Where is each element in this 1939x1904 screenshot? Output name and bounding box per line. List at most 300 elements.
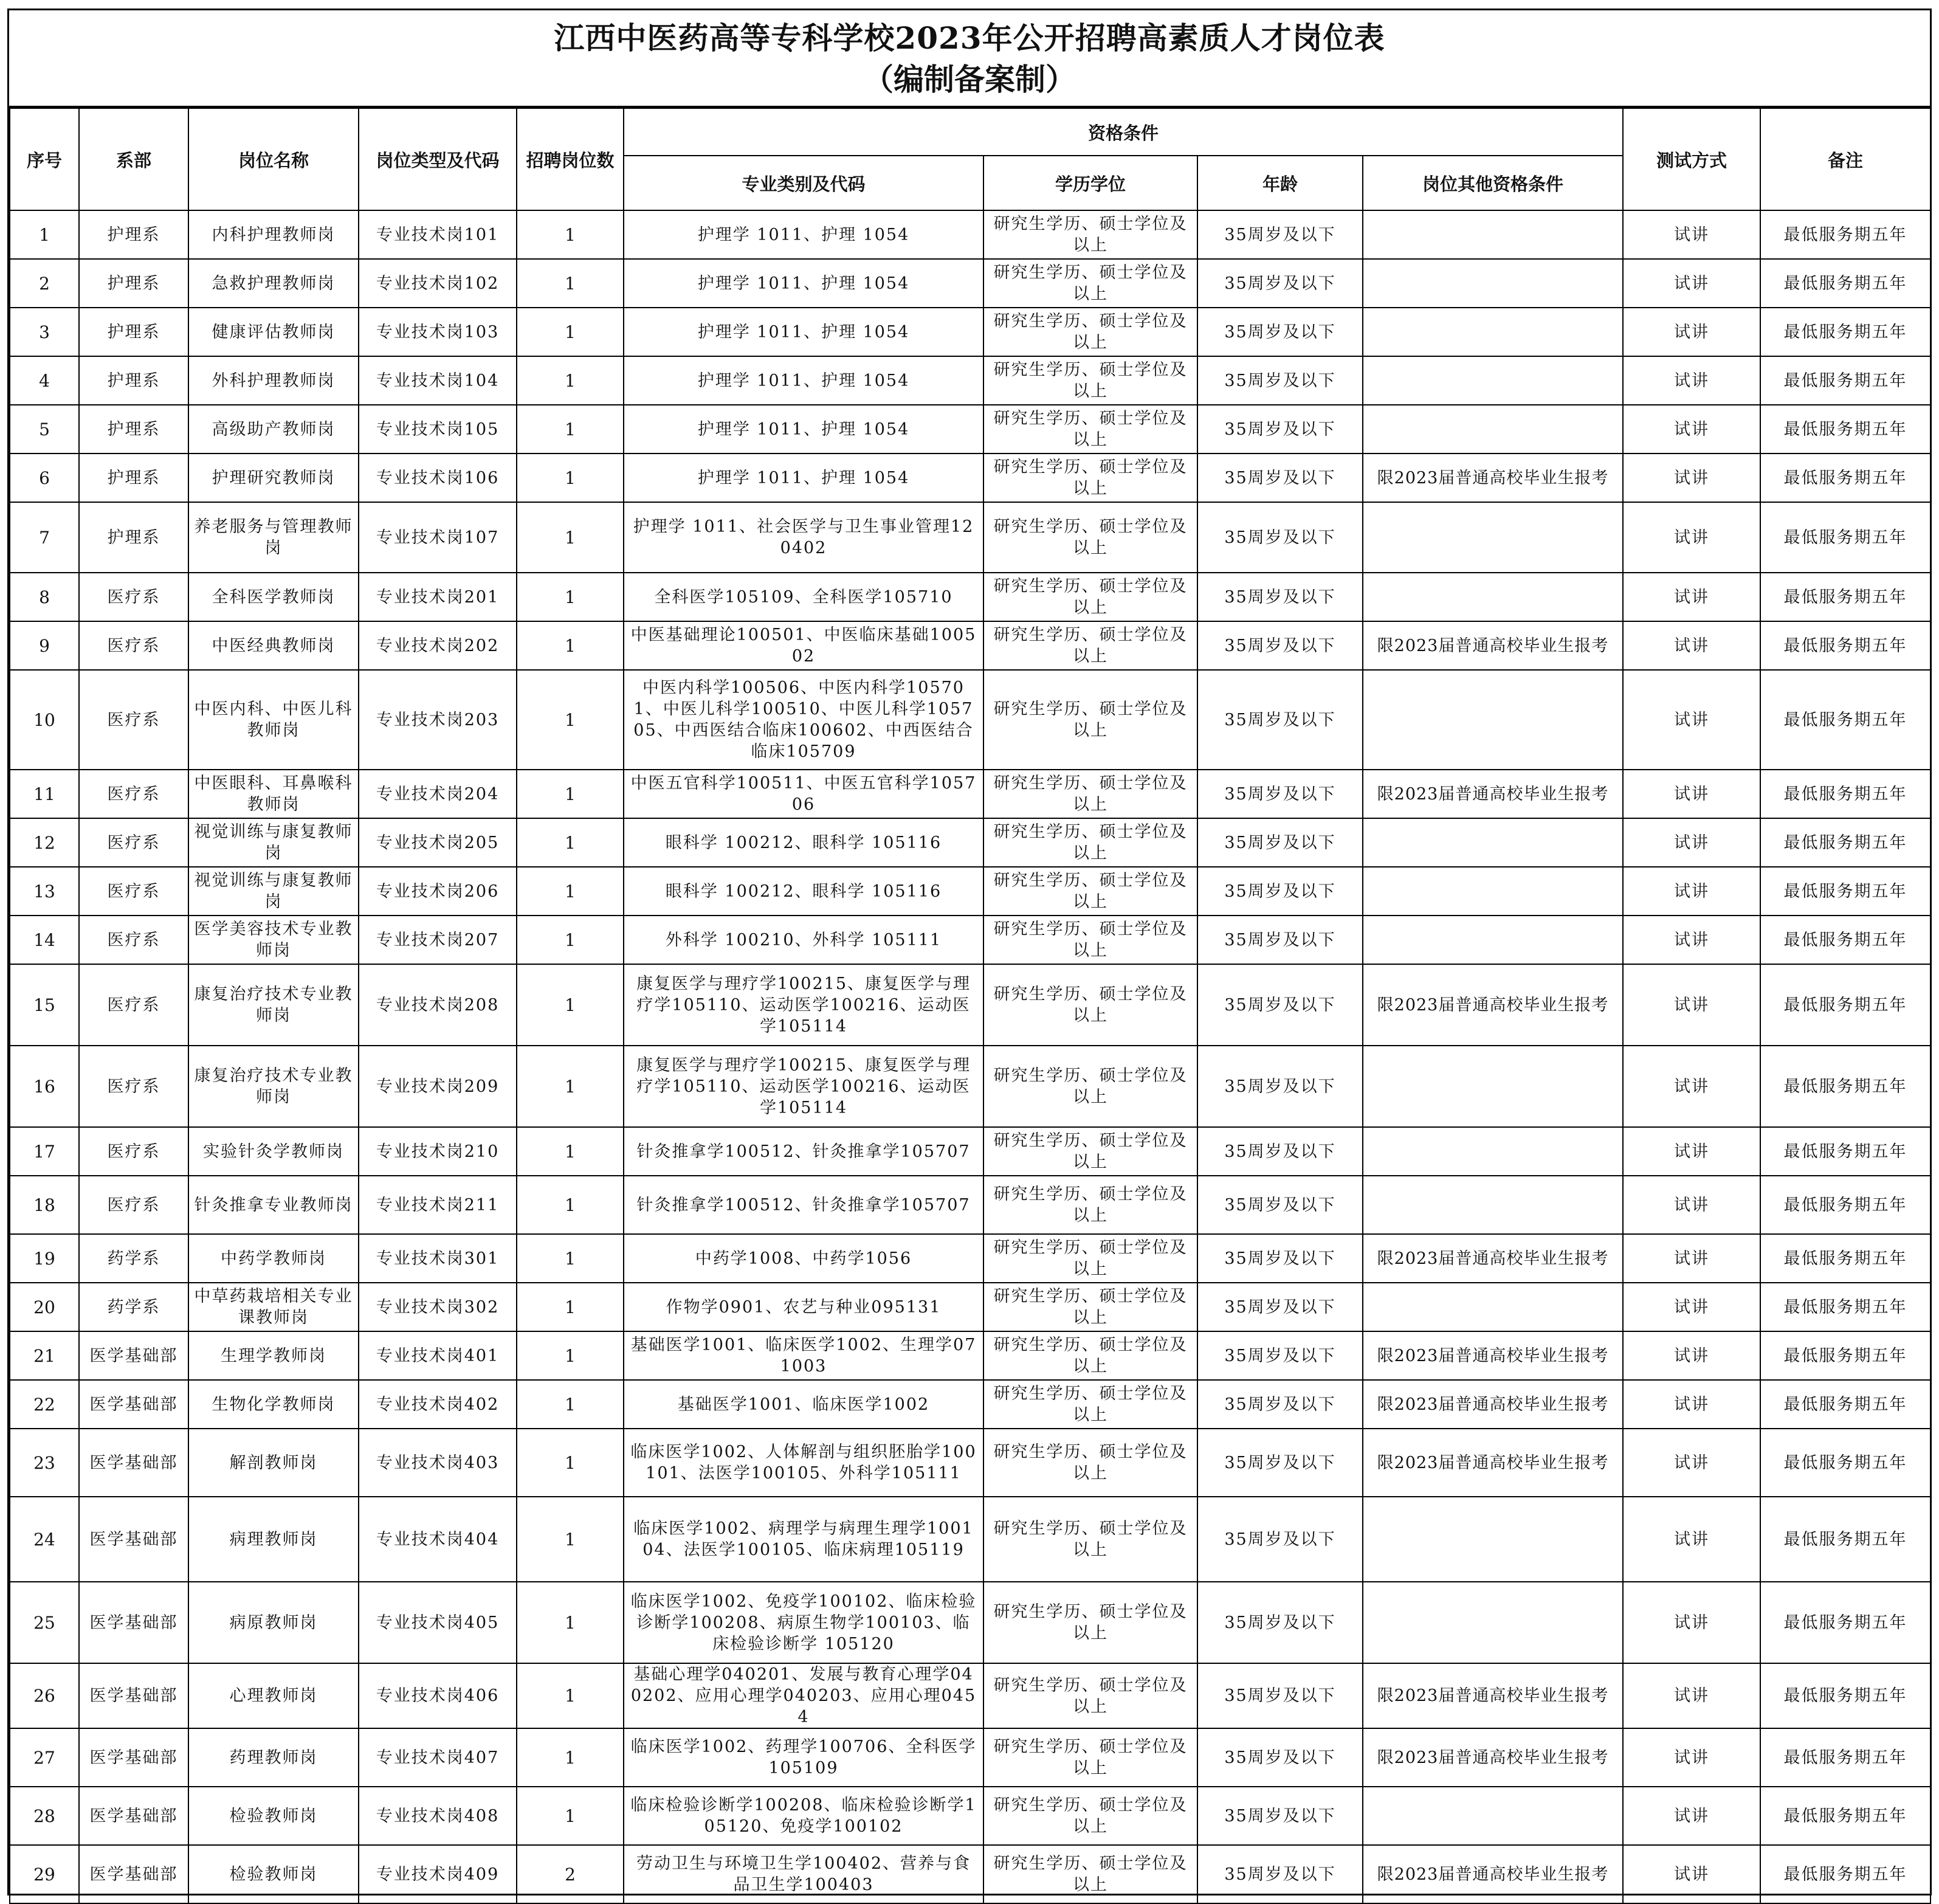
cell-post-type: 专业技术岗105 xyxy=(359,405,517,454)
cell-count: 1 xyxy=(517,916,624,964)
cell-count: 1 xyxy=(517,670,624,770)
cell-remark: 最低服务期五年 xyxy=(1760,1845,1930,1903)
cell-age: 35周岁及以下 xyxy=(1197,1845,1363,1903)
cell-seq: 18 xyxy=(10,1176,79,1234)
cell-seq: 7 xyxy=(10,502,79,573)
cell-post-name: 医学美容技术专业教师岗 xyxy=(188,916,359,964)
cell-other xyxy=(1363,1283,1623,1331)
table-row xyxy=(10,1046,1930,1127)
cell-seq: 24 xyxy=(10,1497,79,1582)
cell-test: 试讲 xyxy=(1623,916,1760,964)
header-post-name: 岗位名称 xyxy=(188,108,359,210)
cell-seq: 6 xyxy=(10,454,79,502)
cell-age: 35周岁及以下 xyxy=(1197,502,1363,573)
cell-age: 35周岁及以下 xyxy=(1197,356,1363,405)
cell-dept: 医疗系 xyxy=(79,770,188,818)
table-row xyxy=(10,1582,1930,1663)
cell-seq: 10 xyxy=(10,670,79,770)
cell-age: 35周岁及以下 xyxy=(1197,670,1363,770)
cell-test: 试讲 xyxy=(1623,1283,1760,1331)
header-degree: 学历学位 xyxy=(983,156,1197,210)
header-post-type: 岗位类型及代码 xyxy=(359,108,517,210)
cell-other xyxy=(1363,1787,1623,1845)
cell-other xyxy=(1363,1046,1623,1127)
cell-age: 35周岁及以下 xyxy=(1197,1234,1363,1283)
cell-degree: 研究生学历、硕士学位及以上 xyxy=(983,573,1197,621)
cell-post-name: 药理教师岗 xyxy=(188,1728,359,1787)
cell-test: 试讲 xyxy=(1623,1234,1760,1283)
cell-post-type: 专业技术岗104 xyxy=(359,356,517,405)
header-test: 测试方式 xyxy=(1623,108,1760,210)
cell-remark: 最低服务期五年 xyxy=(1760,1127,1930,1176)
cell-other: 限2023届普通高校毕业生报考 xyxy=(1363,1331,1623,1380)
cell-dept: 药学系 xyxy=(79,1283,188,1331)
cell-test: 试讲 xyxy=(1623,1582,1760,1663)
cell-age: 35周岁及以下 xyxy=(1197,867,1363,916)
table-row xyxy=(10,405,1930,454)
cell-dept: 医疗系 xyxy=(79,867,188,916)
cell-post-type: 专业技术岗202 xyxy=(359,621,517,670)
cell-post-type: 专业技术岗207 xyxy=(359,916,517,964)
cell-degree: 研究生学历、硕士学位及以上 xyxy=(983,1728,1197,1787)
table-row xyxy=(10,356,1930,405)
cell-other: 限2023届普通高校毕业生报考 xyxy=(1363,770,1623,818)
cell-count: 1 xyxy=(517,770,624,818)
cell-major: 全科医学105109、全科医学105710 xyxy=(624,573,983,621)
cell-age: 35周岁及以下 xyxy=(1197,1728,1363,1787)
cell-age: 35周岁及以下 xyxy=(1197,1176,1363,1234)
cell-seq: 15 xyxy=(10,964,79,1046)
cell-post-type: 专业技术岗101 xyxy=(359,210,517,259)
cell-post-name: 内科护理教师岗 xyxy=(188,210,359,259)
cell-count: 1 xyxy=(517,210,624,259)
cell-age: 35周岁及以下 xyxy=(1197,818,1363,867)
cell-major: 基础医学1001、临床医学1002 xyxy=(624,1380,983,1429)
cell-degree: 研究生学历、硕士学位及以上 xyxy=(983,964,1197,1046)
cell-seq: 2 xyxy=(10,259,79,308)
cell-seq: 21 xyxy=(10,1331,79,1380)
cell-post-type: 专业技术岗408 xyxy=(359,1787,517,1845)
cell-post-type: 专业技术岗206 xyxy=(359,867,517,916)
cell-remark: 最低服务期五年 xyxy=(1760,621,1930,670)
header-age: 年龄 xyxy=(1197,156,1363,210)
cell-test: 试讲 xyxy=(1623,502,1760,573)
cell-count: 1 xyxy=(517,1046,624,1127)
cell-seq: 28 xyxy=(10,1787,79,1845)
cell-major: 护理学 1011、护理 1054 xyxy=(624,259,983,308)
cell-dept: 医疗系 xyxy=(79,1176,188,1234)
cell-post-type: 专业技术岗407 xyxy=(359,1728,517,1787)
cell-test: 试讲 xyxy=(1623,670,1760,770)
cell-test: 试讲 xyxy=(1623,1429,1760,1497)
cell-major: 作物学0901、农艺与种业095131 xyxy=(624,1283,983,1331)
table-row xyxy=(10,210,1930,259)
cell-count: 1 xyxy=(517,1582,624,1663)
cell-post-name: 生理学教师岗 xyxy=(188,1331,359,1380)
cell-post-name: 健康评估教师岗 xyxy=(188,308,359,356)
cell-remark: 最低服务期五年 xyxy=(1760,308,1930,356)
cell-remark: 最低服务期五年 xyxy=(1760,964,1930,1046)
cell-dept: 医疗系 xyxy=(79,818,188,867)
cell-count: 1 xyxy=(517,1127,624,1176)
cell-degree: 研究生学历、硕士学位及以上 xyxy=(983,1497,1197,1582)
cell-post-type: 专业技术岗208 xyxy=(359,964,517,1046)
table-row xyxy=(10,308,1930,356)
cell-test: 试讲 xyxy=(1623,1497,1760,1582)
cell-test: 试讲 xyxy=(1623,356,1760,405)
cell-post-type: 专业技术岗403 xyxy=(359,1429,517,1497)
cell-post-name: 养老服务与管理教师岗 xyxy=(188,502,359,573)
cell-count: 1 xyxy=(517,356,624,405)
cell-remark: 最低服务期五年 xyxy=(1760,916,1930,964)
cell-remark: 最低服务期五年 xyxy=(1760,502,1930,573)
cell-degree: 研究生学历、硕士学位及以上 xyxy=(983,621,1197,670)
cell-major: 针灸推拿学100512、针灸推拿学105707 xyxy=(624,1127,983,1176)
cell-major: 劳动卫生与环境卫生学100402、营养与食品卫生学100403 xyxy=(624,1845,983,1903)
cell-post-name: 中医眼科、耳鼻喉科教师岗 xyxy=(188,770,359,818)
cell-other xyxy=(1363,1127,1623,1176)
cell-count: 1 xyxy=(517,259,624,308)
cell-dept: 医疗系 xyxy=(79,964,188,1046)
cell-test: 试讲 xyxy=(1623,770,1760,818)
cell-major: 临床医学1002、人体解剖与组织胚胎学100101、法医学100105、外科学105111 xyxy=(624,1429,983,1497)
cell-dept: 护理系 xyxy=(79,454,188,502)
cell-test: 试讲 xyxy=(1623,259,1760,308)
cell-age: 35周岁及以下 xyxy=(1197,1046,1363,1127)
cell-other xyxy=(1363,1176,1623,1234)
table-row xyxy=(10,867,1930,916)
cell-major: 中药学1008、中药学1056 xyxy=(624,1234,983,1283)
cell-post-type: 专业技术岗301 xyxy=(359,1234,517,1283)
cell-other xyxy=(1363,818,1623,867)
cell-count: 2 xyxy=(517,1845,624,1903)
cell-post-type: 专业技术岗405 xyxy=(359,1582,517,1663)
cell-degree: 研究生学历、硕士学位及以上 xyxy=(983,454,1197,502)
cell-dept: 护理系 xyxy=(79,502,188,573)
table-row xyxy=(10,1380,1930,1429)
cell-post-type: 专业技术岗205 xyxy=(359,818,517,867)
cell-test: 试讲 xyxy=(1623,1663,1760,1728)
cell-degree: 研究生学历、硕士学位及以上 xyxy=(983,502,1197,573)
cell-count: 1 xyxy=(517,308,624,356)
cell-degree: 研究生学历、硕士学位及以上 xyxy=(983,1380,1197,1429)
cell-dept: 医学基础部 xyxy=(79,1331,188,1380)
recruitment-sheet xyxy=(7,9,1932,1895)
cell-major: 外科学 100210、外科学 105111 xyxy=(624,916,983,964)
cell-dept: 医疗系 xyxy=(79,573,188,621)
cell-seq: 20 xyxy=(10,1283,79,1331)
cell-remark: 最低服务期五年 xyxy=(1760,867,1930,916)
cell-test: 试讲 xyxy=(1623,454,1760,502)
cell-count: 1 xyxy=(517,1497,624,1582)
cell-degree: 研究生学历、硕士学位及以上 xyxy=(983,1845,1197,1903)
cell-post-name: 视觉训练与康复教师岗 xyxy=(188,818,359,867)
cell-degree: 研究生学历、硕士学位及以上 xyxy=(983,818,1197,867)
cell-count: 1 xyxy=(517,1728,624,1787)
cell-seq: 25 xyxy=(10,1582,79,1663)
header-other: 岗位其他资格条件 xyxy=(1363,156,1623,210)
table-row xyxy=(10,573,1930,621)
cell-post-type: 专业技术岗210 xyxy=(359,1127,517,1176)
cell-remark: 最低服务期五年 xyxy=(1760,1728,1930,1787)
cell-other: 限2023届普通高校毕业生报考 xyxy=(1363,1234,1623,1283)
cell-post-name: 检验教师岗 xyxy=(188,1787,359,1845)
cell-dept: 医疗系 xyxy=(79,1046,188,1127)
cell-seq: 3 xyxy=(10,308,79,356)
cell-major: 中医五官科学100511、中医五官科学105706 xyxy=(624,770,983,818)
table-row xyxy=(10,1845,1930,1903)
table-row xyxy=(10,916,1930,964)
cell-seq: 16 xyxy=(10,1046,79,1127)
cell-seq: 17 xyxy=(10,1127,79,1176)
cell-seq: 8 xyxy=(10,573,79,621)
cell-other: 限2023届普通高校毕业生报考 xyxy=(1363,1380,1623,1429)
cell-major: 中医内科学100506、中医内科学105701、中医儿科学100510、中医儿科学105705、中西医结合临床100602、中西医结合临床105709 xyxy=(624,670,983,770)
cell-seq: 22 xyxy=(10,1380,79,1429)
cell-test: 试讲 xyxy=(1623,1127,1760,1176)
cell-post-type: 专业技术岗203 xyxy=(359,670,517,770)
cell-other xyxy=(1363,210,1623,259)
cell-count: 1 xyxy=(517,1331,624,1380)
cell-post-name: 针灸推拿专业教师岗 xyxy=(188,1176,359,1234)
cell-degree: 研究生学历、硕士学位及以上 xyxy=(983,405,1197,454)
cell-remark: 最低服务期五年 xyxy=(1760,818,1930,867)
cell-other: 限2023届普通高校毕业生报考 xyxy=(1363,454,1623,502)
cell-dept: 护理系 xyxy=(79,308,188,356)
cell-age: 35周岁及以下 xyxy=(1197,454,1363,502)
cell-remark: 最低服务期五年 xyxy=(1760,1429,1930,1497)
cell-remark: 最低服务期五年 xyxy=(1760,1046,1930,1127)
cell-test: 试讲 xyxy=(1623,405,1760,454)
cell-dept: 药学系 xyxy=(79,1234,188,1283)
cell-seq: 29 xyxy=(10,1845,79,1903)
cell-dept: 医学基础部 xyxy=(79,1845,188,1903)
cell-count: 1 xyxy=(517,964,624,1046)
cell-remark: 最低服务期五年 xyxy=(1760,1582,1930,1663)
cell-post-type: 专业技术岗302 xyxy=(359,1283,517,1331)
cell-degree: 研究生学历、硕士学位及以上 xyxy=(983,210,1197,259)
table-row xyxy=(10,1728,1930,1787)
header-qualification: 资格条件 xyxy=(624,108,1623,156)
cell-dept: 医疗系 xyxy=(79,916,188,964)
table-row xyxy=(10,1234,1930,1283)
table-row xyxy=(10,670,1930,770)
header-seq: 序号 xyxy=(10,108,79,210)
cell-age: 35周岁及以下 xyxy=(1197,1497,1363,1582)
cell-seq: 19 xyxy=(10,1234,79,1283)
cell-post-name: 实验针灸学教师岗 xyxy=(188,1127,359,1176)
page-title: 江西中医药高等专科学校2023年公开招聘高素质人才岗位表 xyxy=(554,19,1385,56)
table-row xyxy=(10,454,1930,502)
cell-major: 临床检验诊断学100208、临床检验诊断学105120、免疫学100102 xyxy=(624,1787,983,1845)
table-row xyxy=(10,1787,1930,1845)
cell-remark: 最低服务期五年 xyxy=(1760,1234,1930,1283)
table-row xyxy=(10,1663,1930,1728)
cell-post-name: 康复治疗技术专业教师岗 xyxy=(188,1046,359,1127)
cell-remark: 最低服务期五年 xyxy=(1760,356,1930,405)
cell-dept: 医学基础部 xyxy=(79,1787,188,1845)
cell-post-name: 视觉训练与康复教师岗 xyxy=(188,867,359,916)
cell-seq: 11 xyxy=(10,770,79,818)
cell-test: 试讲 xyxy=(1623,1176,1760,1234)
cell-seq: 9 xyxy=(10,621,79,670)
cell-test: 试讲 xyxy=(1623,818,1760,867)
cell-test: 试讲 xyxy=(1623,1380,1760,1429)
cell-dept: 护理系 xyxy=(79,210,188,259)
cell-remark: 最低服务期五年 xyxy=(1760,1331,1930,1380)
cell-seq: 1 xyxy=(10,210,79,259)
cell-post-type: 专业技术岗107 xyxy=(359,502,517,573)
cell-test: 试讲 xyxy=(1623,1728,1760,1787)
cell-other xyxy=(1363,308,1623,356)
cell-dept: 医学基础部 xyxy=(79,1582,188,1663)
cell-remark: 最低服务期五年 xyxy=(1760,670,1930,770)
cell-other xyxy=(1363,1582,1623,1663)
cell-remark: 最低服务期五年 xyxy=(1760,1787,1930,1845)
cell-major: 康复医学与理疗学100215、康复医学与理疗学105110、运动医学100216、运动医学105114 xyxy=(624,964,983,1046)
cell-post-name: 高级助产教师岗 xyxy=(188,405,359,454)
cell-age: 35周岁及以下 xyxy=(1197,210,1363,259)
cell-post-type: 专业技术岗402 xyxy=(359,1380,517,1429)
cell-major: 中医基础理论100501、中医临床基础100502 xyxy=(624,621,983,670)
cell-test: 试讲 xyxy=(1623,1331,1760,1380)
cell-post-name: 全科医学教师岗 xyxy=(188,573,359,621)
cell-other: 限2023届普通高校毕业生报考 xyxy=(1363,1845,1623,1903)
cell-other xyxy=(1363,916,1623,964)
cell-seq: 13 xyxy=(10,867,79,916)
cell-other: 限2023届普通高校毕业生报考 xyxy=(1363,1663,1623,1728)
cell-major: 临床医学1002、药理学100706、全科医学105109 xyxy=(624,1728,983,1787)
cell-count: 1 xyxy=(517,1429,624,1497)
cell-age: 35周岁及以下 xyxy=(1197,1787,1363,1845)
cell-major: 护理学 1011、护理 1054 xyxy=(624,405,983,454)
cell-dept: 医学基础部 xyxy=(79,1663,188,1728)
cell-other: 限2023届普通高校毕业生报考 xyxy=(1363,964,1623,1046)
cell-post-name: 解剖教师岗 xyxy=(188,1429,359,1497)
cell-degree: 研究生学历、硕士学位及以上 xyxy=(983,1429,1197,1497)
cell-major: 眼科学 100212、眼科学 105116 xyxy=(624,867,983,916)
cell-other xyxy=(1363,670,1623,770)
cell-degree: 研究生学历、硕士学位及以上 xyxy=(983,1582,1197,1663)
cell-post-type: 专业技术岗106 xyxy=(359,454,517,502)
cell-post-type: 专业技术岗204 xyxy=(359,770,517,818)
cell-age: 35周岁及以下 xyxy=(1197,1663,1363,1728)
cell-age: 35周岁及以下 xyxy=(1197,308,1363,356)
cell-test: 试讲 xyxy=(1623,867,1760,916)
cell-age: 35周岁及以下 xyxy=(1197,1380,1363,1429)
cell-test: 试讲 xyxy=(1623,1845,1760,1903)
cell-degree: 研究生学历、硕士学位及以上 xyxy=(983,1176,1197,1234)
header-major: 专业类别及代码 xyxy=(624,156,983,210)
cell-remark: 最低服务期五年 xyxy=(1760,1380,1930,1429)
cell-degree: 研究生学历、硕士学位及以上 xyxy=(983,1283,1197,1331)
cell-count: 1 xyxy=(517,621,624,670)
cell-post-name: 急救护理教师岗 xyxy=(188,259,359,308)
table-row xyxy=(10,1176,1930,1234)
cell-post-name: 中草药栽培相关专业课教师岗 xyxy=(188,1283,359,1331)
table-row xyxy=(10,621,1930,670)
cell-post-name: 检验教师岗 xyxy=(188,1845,359,1903)
cell-degree: 研究生学历、硕士学位及以上 xyxy=(983,1046,1197,1127)
cell-dept: 医疗系 xyxy=(79,1127,188,1176)
cell-seq: 27 xyxy=(10,1728,79,1787)
cell-age: 35周岁及以下 xyxy=(1197,259,1363,308)
cell-remark: 最低服务期五年 xyxy=(1760,1497,1930,1582)
cell-test: 试讲 xyxy=(1623,308,1760,356)
cell-other: 限2023届普通高校毕业生报考 xyxy=(1363,621,1623,670)
header-dept: 系部 xyxy=(79,108,188,210)
header-remark: 备注 xyxy=(1760,108,1930,210)
cell-degree: 研究生学历、硕士学位及以上 xyxy=(983,356,1197,405)
table-row xyxy=(10,818,1930,867)
table-row xyxy=(10,259,1930,308)
cell-degree: 研究生学历、硕士学位及以上 xyxy=(983,1663,1197,1728)
cell-count: 1 xyxy=(517,405,624,454)
cell-count: 1 xyxy=(517,1234,624,1283)
cell-degree: 研究生学历、硕士学位及以上 xyxy=(983,770,1197,818)
cell-remark: 最低服务期五年 xyxy=(1760,405,1930,454)
cell-post-type: 专业技术岗102 xyxy=(359,259,517,308)
cell-age: 35周岁及以下 xyxy=(1197,770,1363,818)
cell-post-type: 专业技术岗409 xyxy=(359,1845,517,1903)
cell-dept: 护理系 xyxy=(79,356,188,405)
table-row xyxy=(10,1331,1930,1380)
cell-other xyxy=(1363,573,1623,621)
cell-remark: 最低服务期五年 xyxy=(1760,1283,1930,1331)
cell-age: 35周岁及以下 xyxy=(1197,1127,1363,1176)
cell-count: 1 xyxy=(517,1663,624,1728)
cell-other: 限2023届普通高校毕业生报考 xyxy=(1363,1728,1623,1787)
cell-remark: 最低服务期五年 xyxy=(1760,770,1930,818)
cell-test: 试讲 xyxy=(1623,1046,1760,1127)
cell-age: 35周岁及以下 xyxy=(1197,916,1363,964)
cell-post-name: 中医经典教师岗 xyxy=(188,621,359,670)
table-row xyxy=(10,1429,1930,1497)
cell-count: 1 xyxy=(517,1176,624,1234)
cell-age: 35周岁及以下 xyxy=(1197,621,1363,670)
cell-count: 1 xyxy=(517,454,624,502)
cell-degree: 研究生学历、硕士学位及以上 xyxy=(983,670,1197,770)
cell-count: 1 xyxy=(517,1380,624,1429)
table-row xyxy=(10,1497,1930,1582)
header-count: 招聘岗位数 xyxy=(517,108,624,210)
cell-major: 临床医学1002、病理学与病理生理学100104、法医学100105、临床病理105119 xyxy=(624,1497,983,1582)
cell-post-name: 生物化学教师岗 xyxy=(188,1380,359,1429)
cell-degree: 研究生学历、硕士学位及以上 xyxy=(983,1127,1197,1176)
cell-other xyxy=(1363,1497,1623,1582)
cell-test: 试讲 xyxy=(1623,573,1760,621)
cell-age: 35周岁及以下 xyxy=(1197,405,1363,454)
table-header xyxy=(10,108,1930,210)
cell-post-type: 专业技术岗211 xyxy=(359,1176,517,1234)
cell-major: 基础医学1001、临床医学1002、生理学071003 xyxy=(624,1331,983,1380)
cell-post-name: 外科护理教师岗 xyxy=(188,356,359,405)
cell-post-name: 病理教师岗 xyxy=(188,1497,359,1582)
cell-dept: 医学基础部 xyxy=(79,1728,188,1787)
cell-seq: 14 xyxy=(10,916,79,964)
cell-post-name: 心理教师岗 xyxy=(188,1663,359,1728)
cell-remark: 最低服务期五年 xyxy=(1760,1663,1930,1728)
cell-remark: 最低服务期五年 xyxy=(1760,573,1930,621)
cell-major: 针灸推拿学100512、针灸推拿学105707 xyxy=(624,1176,983,1234)
positions-table xyxy=(9,108,1931,1904)
cell-major: 眼科学 100212、眼科学 105116 xyxy=(624,818,983,867)
cell-major: 基础心理学040201、发展与教育心理学040202、应用心理学040203、应用心理0454 xyxy=(624,1663,983,1728)
cell-other xyxy=(1363,867,1623,916)
cell-degree: 研究生学历、硕士学位及以上 xyxy=(983,916,1197,964)
cell-major: 护理学 1011、护理 1054 xyxy=(624,454,983,502)
cell-remark: 最低服务期五年 xyxy=(1760,1176,1930,1234)
